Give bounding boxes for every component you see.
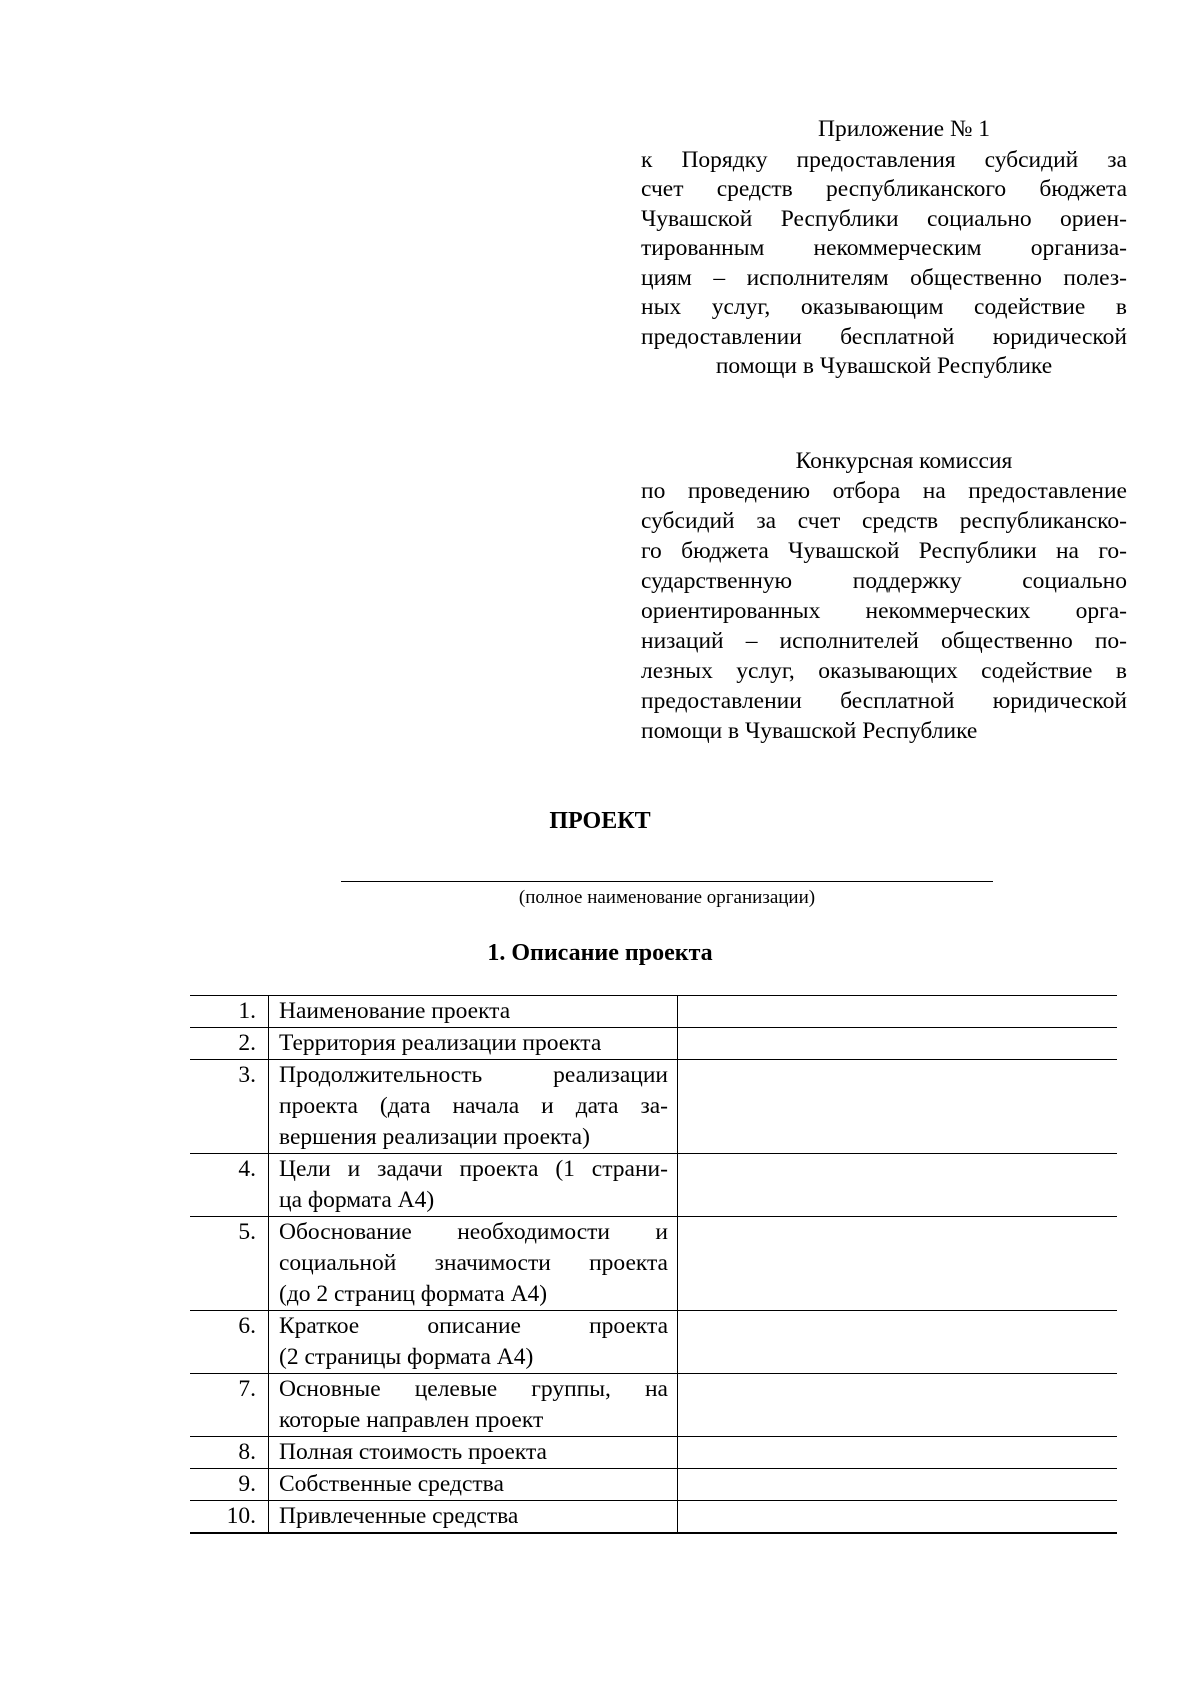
- word: группы,: [531, 1376, 611, 1402]
- word: республиканско-: [959, 508, 1127, 534]
- word: исполнителей: [779, 628, 919, 654]
- word: ориентированных: [641, 598, 821, 624]
- text-line: [641, 205, 1127, 235]
- row-value-field[interactable]: [678, 1501, 1118, 1534]
- commission-text: [641, 476, 1127, 746]
- row-label: [269, 1469, 678, 1501]
- text-line: ца формата А4): [279, 1187, 435, 1213]
- text-line: [641, 264, 1127, 294]
- word: Порядку: [681, 146, 768, 173]
- word: республиканского: [825, 176, 1007, 202]
- word: предоставление: [968, 478, 1127, 504]
- word: субсидий: [984, 146, 1079, 173]
- word: некоммерческих: [865, 598, 1031, 624]
- word: счет: [797, 508, 841, 534]
- word: бюджета: [681, 538, 769, 564]
- word: в: [1115, 294, 1127, 320]
- word: услуг,: [711, 294, 771, 320]
- commission-heading: Конкурсная комиссия: [795, 448, 1013, 474]
- row-number: 8.: [190, 1437, 269, 1469]
- row-value-field[interactable]: [678, 996, 1118, 1028]
- word: поддержку: [852, 568, 962, 594]
- word: ных: [641, 294, 682, 320]
- word: отбора: [832, 478, 901, 504]
- word: Чувашской: [641, 205, 753, 232]
- row-label: [269, 1154, 678, 1217]
- word: задачи: [377, 1156, 443, 1182]
- word: тированным: [641, 235, 765, 261]
- table-row: [190, 996, 1117, 1028]
- word: предоставления: [796, 146, 956, 173]
- word: дата: [575, 1093, 619, 1119]
- project-description-table: [190, 995, 1117, 1534]
- word: циям: [641, 264, 692, 291]
- row-value-field[interactable]: [678, 1060, 1118, 1154]
- text-line: [641, 293, 1127, 323]
- word: на: [1055, 538, 1079, 564]
- row-number: 2.: [190, 1028, 269, 1060]
- word: услуг,: [736, 658, 795, 684]
- text-line: [279, 1374, 668, 1405]
- text-line: [279, 1311, 668, 1342]
- word: орга-: [1075, 598, 1127, 624]
- table-row: [190, 1469, 1117, 1501]
- word: исполнителям: [746, 264, 889, 291]
- word: бюджета: [1039, 176, 1127, 202]
- table-row: [190, 1217, 1117, 1311]
- row-label: [269, 1311, 678, 1374]
- word: субсидий: [641, 508, 735, 534]
- text-line: [641, 656, 1127, 686]
- word: за: [1107, 146, 1127, 173]
- word: начала: [452, 1093, 520, 1119]
- word: Цели: [279, 1156, 331, 1182]
- text-line: Привлеченные средства: [279, 1503, 519, 1529]
- word: полез-: [1063, 264, 1127, 291]
- row-number: 4.: [190, 1154, 269, 1217]
- text-line: [641, 626, 1127, 656]
- word: социальной: [279, 1250, 397, 1276]
- text-line: Полная стоимость проекта: [279, 1439, 547, 1465]
- word: проекта: [459, 1156, 539, 1182]
- word: и: [541, 1093, 554, 1119]
- text-line: Наименование проекта: [279, 998, 511, 1024]
- text-line: вершения реализации проекта): [279, 1124, 590, 1150]
- section-title: 1. Описание проекта: [487, 940, 713, 966]
- row-label: [269, 1437, 678, 1469]
- word: низаций: [641, 628, 724, 654]
- row-label: [269, 1060, 678, 1154]
- text-line: [641, 175, 1127, 205]
- text-line: которые направлен проект: [279, 1407, 544, 1433]
- word: проведению: [687, 478, 811, 504]
- text-line: [279, 1248, 668, 1279]
- row-number: 1.: [190, 996, 269, 1028]
- word: оказывающих: [818, 658, 958, 684]
- text-line: [279, 1060, 668, 1091]
- text-line: [641, 323, 1127, 353]
- word: общественно: [910, 264, 1042, 291]
- row-label: [269, 1217, 678, 1311]
- row-value-field[interactable]: [678, 1028, 1118, 1060]
- text-line: [641, 476, 1127, 506]
- table-row: [190, 1501, 1117, 1534]
- text-line: [641, 536, 1127, 566]
- text-line: [641, 234, 1127, 264]
- text-line: помощи в Чувашской Республике: [715, 353, 1053, 379]
- word: го-: [1098, 538, 1127, 564]
- word: и: [655, 1219, 668, 1245]
- row-value-field[interactable]: [678, 1217, 1118, 1311]
- word: –: [745, 628, 758, 654]
- word: Продолжительность: [279, 1062, 483, 1088]
- word: необходимости: [457, 1219, 610, 1245]
- word: бесплатной: [840, 323, 955, 350]
- row-number: 6.: [190, 1311, 269, 1374]
- word: организа-: [1030, 235, 1127, 261]
- word: Краткое: [279, 1313, 360, 1339]
- text-line: [641, 686, 1127, 716]
- table-row: [190, 1374, 1117, 1437]
- word: –: [713, 264, 726, 291]
- organization-name-caption: (полное наименование организации): [518, 887, 816, 908]
- word: общественно: [940, 628, 1073, 654]
- text-line: [641, 566, 1127, 596]
- word: Чувашской: [788, 538, 900, 564]
- word: реализации: [553, 1062, 668, 1088]
- word: к: [641, 146, 653, 173]
- row-value-field[interactable]: [678, 1437, 1118, 1469]
- row-number: 10.: [190, 1501, 269, 1534]
- word: средств: [716, 176, 793, 202]
- row-value-field[interactable]: [678, 1469, 1118, 1501]
- word: оказывающим: [800, 294, 944, 320]
- word: Обоснование: [279, 1219, 412, 1245]
- annex-heading: Приложение № 1: [817, 116, 991, 142]
- word: предоставлении: [641, 688, 802, 714]
- word: за-: [640, 1093, 668, 1119]
- annex-block: [641, 115, 1127, 382]
- word: проекта: [589, 1313, 668, 1339]
- word: Основные: [279, 1376, 381, 1402]
- row-number: 7.: [190, 1374, 269, 1437]
- table-row: [190, 1311, 1117, 1374]
- table-row: [190, 1060, 1117, 1154]
- document-title: ПРОЕКТ: [549, 808, 651, 834]
- word: проекта: [589, 1250, 668, 1276]
- word: Республики: [780, 205, 899, 232]
- word: юридической: [992, 688, 1127, 714]
- word: го: [641, 538, 662, 564]
- text-line: [641, 146, 1127, 176]
- text-line: [641, 506, 1127, 536]
- word: Республики: [918, 538, 1037, 564]
- word: социально: [926, 205, 1032, 232]
- word: средств: [862, 508, 939, 534]
- row-number: 3.: [190, 1060, 269, 1154]
- word: в: [1115, 658, 1127, 684]
- word: предоставлении: [641, 323, 802, 350]
- row-label: [269, 1028, 678, 1060]
- table-row: [190, 1028, 1117, 1060]
- word: лезных: [641, 658, 713, 684]
- text-line: (2 страницы формата А4): [279, 1344, 534, 1370]
- word: страни-: [591, 1156, 668, 1182]
- row-label: [269, 1374, 678, 1437]
- row-label: [269, 996, 678, 1028]
- word: и: [347, 1156, 361, 1182]
- word: за: [756, 508, 777, 534]
- word: по: [641, 478, 666, 504]
- word: некоммерческим: [813, 235, 982, 261]
- text-line: Территория реализации проекта: [279, 1030, 602, 1056]
- text-line: [279, 1217, 668, 1248]
- organization-name-line: [341, 881, 993, 882]
- word: значимости: [434, 1250, 551, 1276]
- word: по-: [1094, 628, 1127, 654]
- word: счет: [641, 176, 684, 202]
- word: описание: [427, 1313, 521, 1339]
- word: сударственную: [641, 568, 793, 594]
- commission-block: [641, 446, 1127, 746]
- annex-text: [641, 146, 1127, 382]
- row-value-field[interactable]: [678, 1154, 1118, 1217]
- row-value-field[interactable]: [678, 1374, 1118, 1437]
- word: проекта: [279, 1093, 358, 1119]
- word: бесплатной: [840, 688, 955, 714]
- word: юридической: [992, 323, 1127, 350]
- table-row: [190, 1437, 1117, 1469]
- word: социально: [1022, 568, 1127, 594]
- row-number: 5.: [190, 1217, 269, 1311]
- text-line: (до 2 страниц формата А4): [279, 1281, 548, 1307]
- word: содействие: [981, 658, 1093, 684]
- word: целевые: [414, 1376, 498, 1402]
- word: (1: [555, 1156, 575, 1182]
- word: (дата: [379, 1093, 431, 1119]
- word: ориен-: [1060, 205, 1127, 232]
- text-line: [279, 1154, 668, 1185]
- text-line: [279, 1091, 668, 1122]
- table-row: [190, 1154, 1117, 1217]
- word: на: [922, 478, 946, 504]
- row-number: 9.: [190, 1469, 269, 1501]
- text-line: [641, 596, 1127, 626]
- word: содействие: [974, 294, 1086, 320]
- row-value-field[interactable]: [678, 1311, 1118, 1374]
- word: на: [644, 1376, 668, 1402]
- text-line: помощи в Чувашской Республике: [641, 718, 978, 744]
- text-line: Собственные средства: [279, 1471, 504, 1497]
- row-label: [269, 1501, 678, 1534]
